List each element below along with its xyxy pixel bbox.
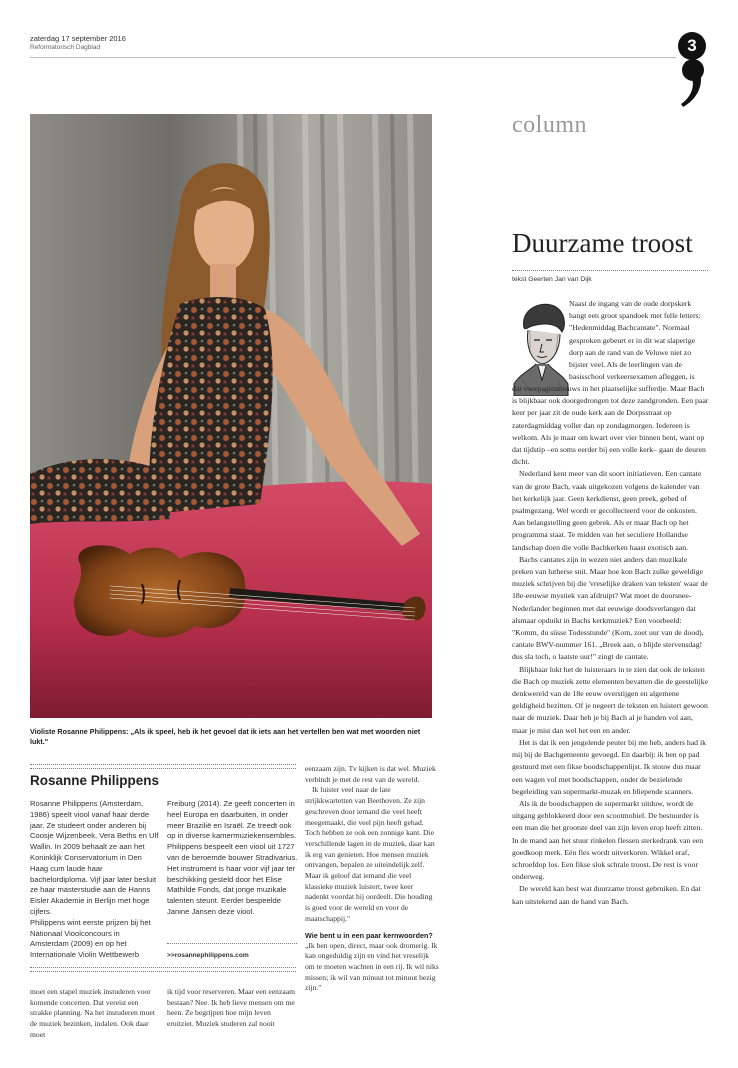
column-paragraph: Nederland kent meer van dit soort initiatieven. Een cantate van de grote Bach, vaak uitgekozen volgens de kalender van het kerkelijk jaar. Geen kerkdienst, geen preek, gebed of psalmgezang. Wel wordt er gecollecteerd voor de onkosten. Aan belangstelling geen gebrek. Als er maar Bach op het programma staat. Te midden van het seculiere Hollandse landschap doen die volle Bachkerken haast exotisch aan. xyxy=(512,469,702,552)
column-headline: Duurzame troost xyxy=(512,228,693,258)
interview-paragraph: Ik luister veel naar de late strijkkwartetten van Beethoven. Ze zijn geschreven door iemand die veel heeft meegemaakt, die veel pijn heeft gehad. Toch hebben ze ook een zonnige kant. Die verschillende lagen in de muziek, daar kan ik erg van genieten. Hoe mensen muziek ontvangen, bepalen ze uiteindelijk zelf. Maar ik geloof dat iemand die veel klassieke muziek luistert, twee keer nadenkt voordat hij oordeelt. Die houding is goed voor de wereld en voor de maatschappij." xyxy=(305,785,435,923)
column-paragraph: Als ik de boodschappen de supermarkt uitduw, wordt de uitgang geblokkeerd door een scootmobiel. De bestuurder is een man die het grootste deel van zijn leven erop heeft zitten. In de mand aan het stuur rinkelen flessen sterkedrank van een goedkoop merk. Eén fles wordt uitverkoren. Wikkel eraf, schroefdop los. Een fikse slok schrale troost. De rest is voor onderweg. xyxy=(512,798,704,882)
issue-date: zaterdag 17 september 2016 xyxy=(30,34,126,43)
bio-bottom-rule xyxy=(30,967,296,972)
interview-column-2: ik tijd voor reserveren. Maar een eenzaam bestaan? Nee. Ik heb lieve mensen om me heen. Ze begrijpen hoe mijn leven eruitziet. Muziek studeren zal nooit xyxy=(167,987,295,1029)
photo-caption: Violiste Rosanne Philippens: „Als ik speel, heb ik het gevoel dat ik iets aan het vertellen ben wat met woorden niet lukt." xyxy=(30,727,421,746)
violinist-photo xyxy=(30,114,432,718)
interview-question: Wie bent u in een paar kernwoorden? xyxy=(305,930,433,940)
comma-icon xyxy=(680,58,706,108)
header-rule xyxy=(30,57,676,58)
bio-column-2 xyxy=(167,799,299,918)
newspaper-name: Reformatorisch Dagblad xyxy=(30,44,101,51)
interview-column-3 xyxy=(305,764,439,994)
byline: tekst Geerten Jan van Dijk xyxy=(512,276,592,283)
column-paragraph: Naast de ingang van de oude dorpskerk hangt een groot spandoek met felle letters: "Hedenmiddag Bachcantate". Normaal gesproken gebeurt er in dit wat slaperige dorp aan de rand van de Veluwe niet zo bijster veel. Als de leerlingen van de basisschool verkeersexamen afleggen, is xyxy=(569,299,701,382)
bio-column-1 xyxy=(30,799,160,961)
interview-answer: „Ik ben open, direct, maar ook dromerig. Ik kan ongeduldig zijn en vind het vreselijk om te moeten wachten in een rij. Ik wil niks missen; ik wil van minuut tot minuut bezig zijn." xyxy=(305,940,439,993)
bio-paragraph: Philippens wint eerste prijzen bij het Nationaal Vioolconcours in Amsterdam (2009) en op het Internationale Violin Wettbewerb xyxy=(30,917,151,960)
column-intro-text xyxy=(569,298,709,383)
bio-paragraph: Rosanne Philippens (Amsterdam, 1986) speelt viool vanaf haar derde jaar. Ze studeert onder anderen bij Coosje Wijzenbeek, Vera Beths en Ulf Wallin. In 2009 behaalt ze aan het Koninklijk Conservatorium in Den Haag cum laude haar bachelordiploma. Vijf jaar later besluit ze haar masterstudie aan de Hanns Eisler Akademie in Berlijn met hoge cijfers. xyxy=(30,799,159,916)
bio-link-rule xyxy=(167,943,297,944)
bio-top-rule xyxy=(30,764,296,769)
column-paragraph: De wereld kan best wat duurzame troost gebruiken. En dat kan uitstekend aan de hand van Bach. xyxy=(512,884,701,906)
interview-paragraph: eenzaam zijn. Tv kijken is dat wel. Muziek verbindt je met de rest van de wereld. xyxy=(305,764,436,784)
column-paragraph: Het is dat ik een jengelende peuter bij me heb, anders had ik mij bij de Bachgemeente gevoegd. En daarbij: ik ben op pad gestuurd met een fikse boodschappenlijst. Ik stouw dus maar een wagen vol met boodschappen, onder de bezielende begeleiding van supermarkt-muzak en bliepende scanners. xyxy=(512,737,707,796)
column-paragraph: Blijkbaar lukt het de luisteraars in te zien dat ook de teksten die Bach op muziek zette elementen bevatten die de geestelijke denkwereld van de 18e eeuw overstijgen en algemene geldigheid bezitten. Of je negeert de teksten en luistert gewoon naar de muziek. Daar heb je bij Bach al je handen vol aan, maar je mist dan wel het een en ander. xyxy=(512,664,709,735)
author-portrait xyxy=(510,300,572,396)
column-paragraph: dat voorpaginanieuws in het plaatselijke sufferdje. Maar Bach is blijkbaar ook doorgedrongen tot deze zandgronden. Een paar keer per jaar zit de oude kerk aan de Dorpsstraat op zaterdagmiddag voller dan op zondagmorgen. Iedereen is welkom. Als je maar om kwart over vier binnen bent, want op dat tijdstip –en soms eerder bij een volle kerk– gaan de deuren dicht. xyxy=(512,384,709,467)
headline-rule xyxy=(512,270,708,271)
bio-title: Rosanne Philippens xyxy=(30,773,160,788)
section-label: column xyxy=(512,112,587,138)
column-body xyxy=(512,383,709,908)
page-number-badge: 3 xyxy=(678,32,706,60)
website-link[interactable]: >>rosannephilippens.com xyxy=(167,952,249,959)
interview-column-1: moet een stapel muziek instuderen voor komende concerten. Dat vereist een strakke planning. Na het instuderen moet de muziek bezinken, indalen. Ook daar moet xyxy=(30,987,155,1039)
bio-paragraph: Freiburg (2014). Ze geeft concerten in heel Europa en daarbuiten, in onder meer Brazilië en Israël. Ze treedt ook op in diverse kamermuziekensembles. Philippens bespeelt een viool uit 1727 van de beroemde bouwer Stradivarius. Het instrument is haar voor vijf jaar ter beschikking gesteld door het Elise Mathilde Fonds, dat jonge muzikale talenten steunt. Eerder bespeelde Janine Jansen deze viool. xyxy=(167,799,298,916)
column-paragraph: Bachs cantates zijn in wezen niet anders dan muzikale preken van lutherse snit. Maar hoe kon Bach zulke geweldige muziek schrijven bij die 'vreselijke draken van teksten' waar de 18e-eeuwse mystiek van afdruipt? Wat moet de doorsnee-Nederlander beginnen met dat eeuwige doodsverlangen dat alsmaar opduikt in Bachs kerkmuziek? Een voorbeeld: "Komm, du süsse Todesstunde" (Kom, zoet uur van de dood), cantate BWV-nummer 161. „Breek aan, o blijde stervensdag! dus sla toch, o laatste uur!" zingt de cantate. xyxy=(512,554,708,662)
